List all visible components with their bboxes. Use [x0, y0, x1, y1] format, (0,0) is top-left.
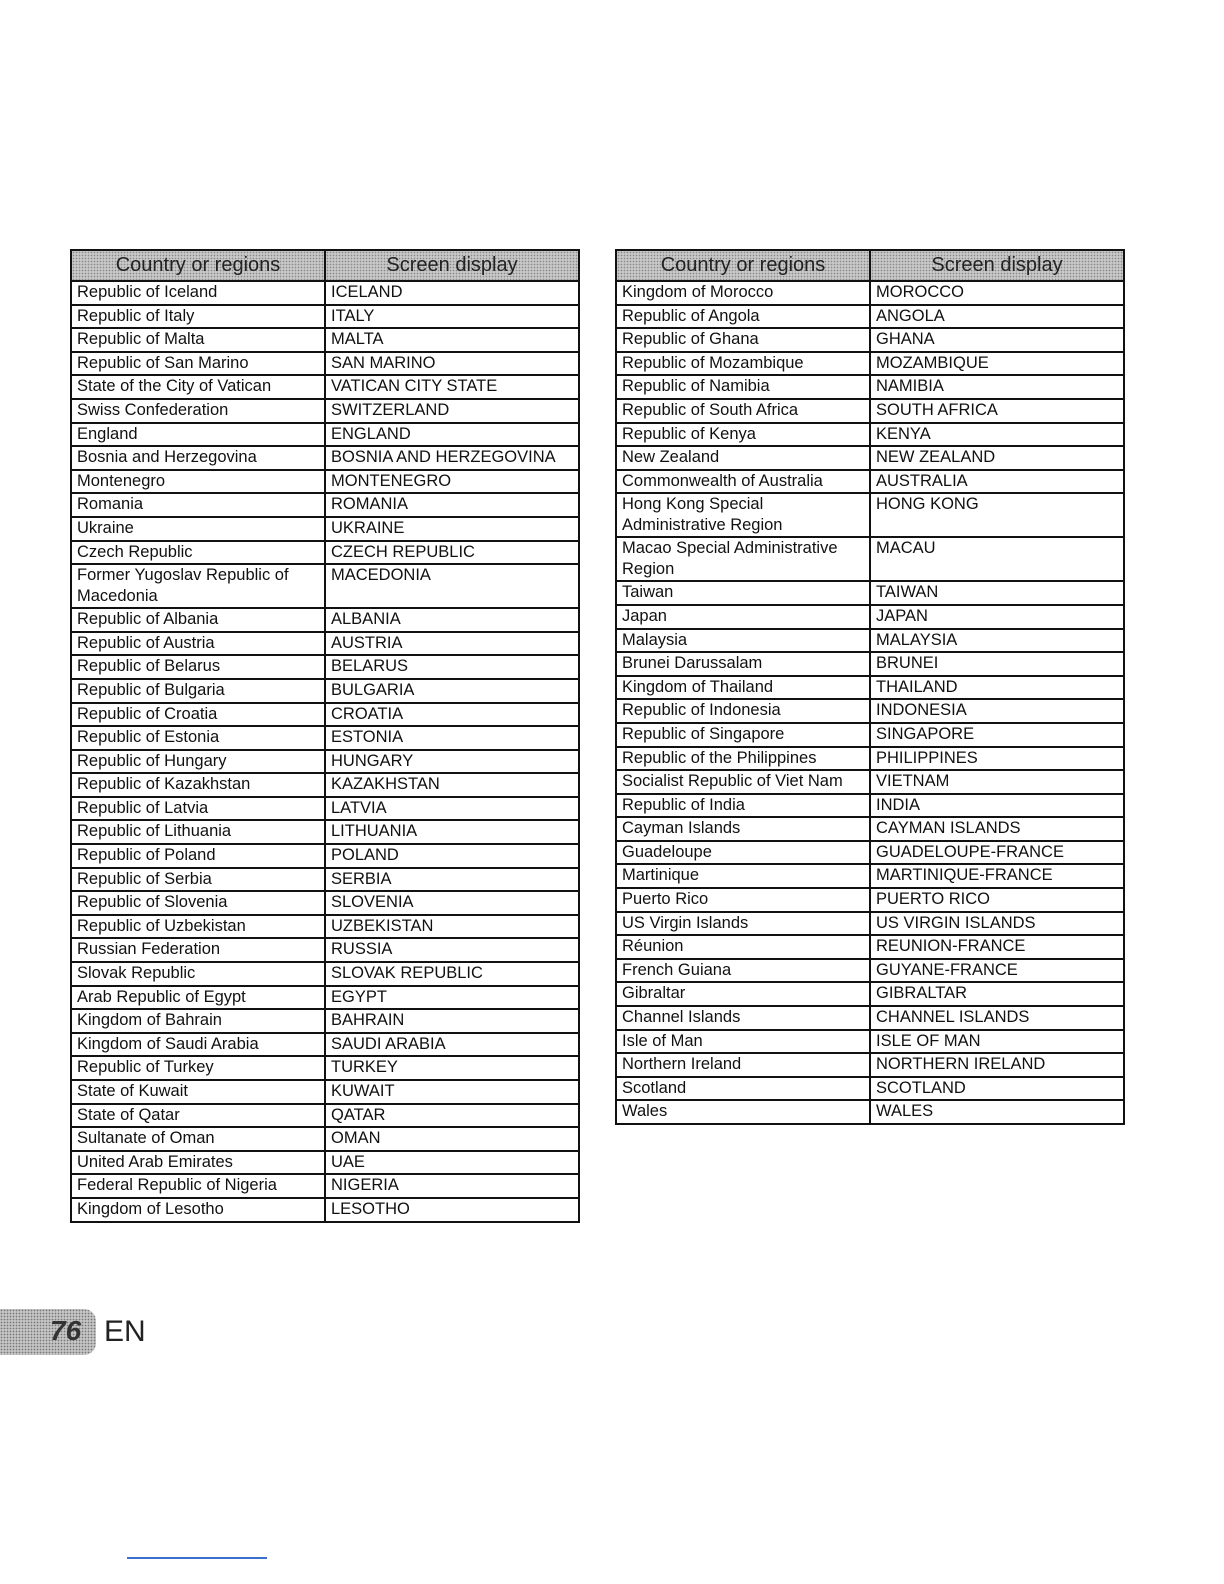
country-cell: Japan	[616, 605, 870, 629]
table-row	[71, 1009, 579, 1033]
screen-display-cell: MOZAMBIQUE	[870, 352, 1124, 376]
country-cell: Republic of Estonia	[71, 726, 325, 750]
screen-display-cell: ALBANIA	[325, 608, 579, 632]
screen-display-cell: GIBRALTAR	[870, 982, 1124, 1006]
table-row	[71, 423, 579, 447]
table-row	[616, 375, 1124, 399]
country-cell: Republic of South Africa	[616, 399, 870, 423]
country-cell: Republic of Indonesia	[616, 699, 870, 723]
country-cell: Republic of Lithuania	[71, 820, 325, 844]
table-row	[71, 541, 579, 565]
screen-display-cell: RUSSIA	[325, 938, 579, 962]
country-cell: United Arab Emirates	[71, 1151, 325, 1175]
country-cell: Channel Islands	[616, 1006, 870, 1030]
table-row	[616, 629, 1124, 653]
table-row	[71, 1127, 579, 1151]
page-footer	[0, 1309, 146, 1355]
country-cell: Wales	[616, 1100, 870, 1124]
country-cell: Former Yugoslav Republic of Macedonia	[71, 564, 325, 608]
country-cell: Russian Federation	[71, 938, 325, 962]
table-row	[71, 703, 579, 727]
country-cell: Republic of Poland	[71, 844, 325, 868]
country-cell: Federal Republic of Nigeria	[71, 1174, 325, 1198]
screen-display-cell: INDONESIA	[870, 699, 1124, 723]
country-cell: Gibraltar	[616, 982, 870, 1006]
footer-rule	[127, 1557, 267, 1559]
table-row	[71, 281, 579, 305]
table-body	[616, 281, 1124, 1124]
country-cell: Brunei Darussalam	[616, 652, 870, 676]
country-cell: Republic of Namibia	[616, 375, 870, 399]
table-row	[71, 1056, 579, 1080]
screen-display-cell: MONTENEGRO	[325, 470, 579, 494]
screen-display-cell: CROATIA	[325, 703, 579, 727]
table-row	[71, 470, 579, 494]
screen-display-cell: NAMIBIA	[870, 375, 1124, 399]
screen-display-cell: GUYANE-FRANCE	[870, 959, 1124, 983]
country-cell: England	[71, 423, 325, 447]
table-row	[616, 770, 1124, 794]
screen-display-cell: PHILIPPINES	[870, 747, 1124, 771]
country-cell: Republic of Iceland	[71, 281, 325, 305]
table-row	[71, 915, 579, 939]
table-row	[71, 352, 579, 376]
table-row	[71, 1174, 579, 1198]
table-row	[616, 794, 1124, 818]
country-cell: Republic of Croatia	[71, 703, 325, 727]
table-row	[616, 982, 1124, 1006]
country-cell: Northern Ireland	[616, 1053, 870, 1077]
screen-display-cell: MOROCCO	[870, 281, 1124, 305]
table-row	[616, 581, 1124, 605]
screen-display-cell: BOSNIA AND HERZEGOVINA	[325, 446, 579, 470]
country-cell: Republic of Austria	[71, 632, 325, 656]
country-cell: Republic of Mozambique	[616, 352, 870, 376]
screen-display-cell: MACEDONIA	[325, 564, 579, 608]
table-row	[616, 446, 1124, 470]
table-row	[616, 328, 1124, 352]
country-cell: Kingdom of Saudi Arabia	[71, 1033, 325, 1057]
country-cell: Kingdom of Morocco	[616, 281, 870, 305]
table-row	[71, 679, 579, 703]
screen-display-cell: JAPAN	[870, 605, 1124, 629]
table-row	[71, 868, 579, 892]
screen-display-cell: SCOTLAND	[870, 1077, 1124, 1101]
country-cell: Republic of Malta	[71, 328, 325, 352]
screen-display-cell: QATAR	[325, 1104, 579, 1128]
table-row	[616, 281, 1124, 305]
screen-display-cell: AUSTRIA	[325, 632, 579, 656]
screen-display-cell: MARTINIQUE-FRANCE	[870, 864, 1124, 888]
table-header-row	[616, 250, 1124, 281]
screen-display-cell: MACAU	[870, 537, 1124, 581]
country-cell: Slovak Republic	[71, 962, 325, 986]
country-cell: Scotland	[616, 1077, 870, 1101]
table-row	[71, 1080, 579, 1104]
country-cell: Republic of Bulgaria	[71, 679, 325, 703]
table-row	[71, 986, 579, 1010]
table-row	[71, 1198, 579, 1222]
screen-display-cell: EGYPT	[325, 986, 579, 1010]
country-cell: Republic of Singapore	[616, 723, 870, 747]
screen-display-cell: GHANA	[870, 328, 1124, 352]
table-row	[616, 1030, 1124, 1054]
table-row	[71, 655, 579, 679]
country-cell: Czech Republic	[71, 541, 325, 565]
screen-display-cell: TURKEY	[325, 1056, 579, 1080]
screen-display-cell: NIGERIA	[325, 1174, 579, 1198]
screen-display-cell: CAYMAN ISLANDS	[870, 817, 1124, 841]
country-cell: Republic of Slovenia	[71, 891, 325, 915]
table-row	[616, 1100, 1124, 1124]
country-cell: Macao Special Administrative Region	[616, 537, 870, 581]
table-row	[616, 352, 1124, 376]
screen-display-cell: POLAND	[325, 844, 579, 868]
country-cell: Montenegro	[71, 470, 325, 494]
table-row	[71, 844, 579, 868]
table-row	[71, 446, 579, 470]
table-header-row	[71, 250, 579, 281]
screen-display-cell: US VIRGIN ISLANDS	[870, 912, 1124, 936]
table-row	[71, 493, 579, 517]
table-row	[71, 564, 579, 608]
country-cell: Socialist Republic of Viet Nam	[616, 770, 870, 794]
screen-display-cell: MALTA	[325, 328, 579, 352]
screen-display-cell: KAZAKHSTAN	[325, 773, 579, 797]
country-cell: State of the City of Vatican	[71, 375, 325, 399]
table-row	[616, 305, 1124, 329]
screen-display-cell: OMAN	[325, 1127, 579, 1151]
screen-display-cell: KUWAIT	[325, 1080, 579, 1104]
screen-display-cell: BRUNEI	[870, 652, 1124, 676]
table-row	[616, 652, 1124, 676]
table-row	[616, 841, 1124, 865]
screen-display-cell: PUERTO RICO	[870, 888, 1124, 912]
country-cell: Isle of Man	[616, 1030, 870, 1054]
country-cell: Republic of Turkey	[71, 1056, 325, 1080]
screen-display-cell: LITHUANIA	[325, 820, 579, 844]
screen-display-cell: MALAYSIA	[870, 629, 1124, 653]
table-row	[71, 305, 579, 329]
screen-display-cell: AUSTRALIA	[870, 470, 1124, 494]
country-cell: Swiss Confederation	[71, 399, 325, 423]
screen-display-cell: SINGAPORE	[870, 723, 1124, 747]
header-screen-display: Screen display	[325, 250, 579, 281]
table-row	[616, 676, 1124, 700]
country-table-right	[615, 249, 1125, 1125]
screen-display-cell: NORTHERN IRELAND	[870, 1053, 1124, 1077]
screen-display-cell: SLOVENIA	[325, 891, 579, 915]
table-row	[71, 820, 579, 844]
country-cell: Kingdom of Lesotho	[71, 1198, 325, 1222]
country-cell: New Zealand	[616, 446, 870, 470]
table-row	[616, 888, 1124, 912]
table-row	[616, 605, 1124, 629]
table-row	[616, 864, 1124, 888]
country-cell: Taiwan	[616, 581, 870, 605]
table-row	[616, 399, 1124, 423]
table-row	[616, 817, 1124, 841]
country-cell: Republic of India	[616, 794, 870, 818]
screen-display-cell: SAN MARINO	[325, 352, 579, 376]
screen-display-cell: REUNION-FRANCE	[870, 935, 1124, 959]
country-cell: Arab Republic of Egypt	[71, 986, 325, 1010]
screen-display-cell: WALES	[870, 1100, 1124, 1124]
country-cell: Sultanate of Oman	[71, 1127, 325, 1151]
table-row	[71, 328, 579, 352]
screen-display-cell: HONG KONG	[870, 493, 1124, 537]
country-cell: Republic of Serbia	[71, 868, 325, 892]
country-cell: French Guiana	[616, 959, 870, 983]
country-cell: Réunion	[616, 935, 870, 959]
table-row	[616, 423, 1124, 447]
screen-display-cell: CZECH REPUBLIC	[325, 541, 579, 565]
screen-display-cell: SWITZERLAND	[325, 399, 579, 423]
header-country: Country or regions	[71, 250, 325, 281]
screen-display-cell: GUADELOUPE-FRANCE	[870, 841, 1124, 865]
screen-display-cell: UZBEKISTAN	[325, 915, 579, 939]
country-cell: Bosnia and Herzegovina	[71, 446, 325, 470]
country-cell: Ukraine	[71, 517, 325, 541]
table-row	[616, 935, 1124, 959]
country-cell: Guadeloupe	[616, 841, 870, 865]
table-row	[71, 891, 579, 915]
country-cell: Malaysia	[616, 629, 870, 653]
screen-display-cell: VATICAN CITY STATE	[325, 375, 579, 399]
screen-display-cell: THAILAND	[870, 676, 1124, 700]
country-cell: Republic of Italy	[71, 305, 325, 329]
screen-display-cell: SERBIA	[325, 868, 579, 892]
screen-display-cell: KENYA	[870, 423, 1124, 447]
country-cell: Kingdom of Thailand	[616, 676, 870, 700]
table-row	[616, 1053, 1124, 1077]
country-cell: Republic of Angola	[616, 305, 870, 329]
country-cell: Commonwealth of Australia	[616, 470, 870, 494]
country-cell: Martinique	[616, 864, 870, 888]
screen-display-cell: SLOVAK REPUBLIC	[325, 962, 579, 986]
country-cell: Republic of Albania	[71, 608, 325, 632]
table-row	[616, 912, 1124, 936]
table-row	[71, 773, 579, 797]
screen-display-cell: ITALY	[325, 305, 579, 329]
table-row	[616, 537, 1124, 581]
table-body	[71, 281, 579, 1222]
screen-display-cell: ANGOLA	[870, 305, 1124, 329]
screen-display-cell: INDIA	[870, 794, 1124, 818]
table-row	[71, 375, 579, 399]
screen-display-cell: SOUTH AFRICA	[870, 399, 1124, 423]
page-number-badge	[0, 1309, 96, 1355]
country-cell: Republic of Latvia	[71, 797, 325, 821]
header-country: Country or regions	[616, 250, 870, 281]
screen-display-cell: TAIWAN	[870, 581, 1124, 605]
screen-display-cell: BAHRAIN	[325, 1009, 579, 1033]
country-cell: Republic of the Philippines	[616, 747, 870, 771]
table-row	[71, 1033, 579, 1057]
country-cell: Republic of Belarus	[71, 655, 325, 679]
table-row	[616, 723, 1124, 747]
country-cell: Hong Kong Special Administrative Region	[616, 493, 870, 537]
screen-display-cell: SAUDI ARABIA	[325, 1033, 579, 1057]
screen-display-cell: BULGARIA	[325, 679, 579, 703]
page-language: EN	[104, 1315, 146, 1348]
screen-display-cell: HUNGARY	[325, 750, 579, 774]
country-cell: US Virgin Islands	[616, 912, 870, 936]
page-number: 76	[50, 1315, 82, 1346]
table-row	[616, 1077, 1124, 1101]
table-row	[616, 493, 1124, 537]
table-row	[71, 797, 579, 821]
country-cell: Republic of Kenya	[616, 423, 870, 447]
screen-display-cell: NEW ZEALAND	[870, 446, 1124, 470]
screen-display-cell: LATVIA	[325, 797, 579, 821]
table-row	[71, 1151, 579, 1175]
screen-display-cell: VIETNAM	[870, 770, 1124, 794]
screen-display-cell: ICELAND	[325, 281, 579, 305]
country-cell: Kingdom of Bahrain	[71, 1009, 325, 1033]
table-row	[71, 517, 579, 541]
screen-display-cell: ENGLAND	[325, 423, 579, 447]
table-row	[71, 632, 579, 656]
country-cell: Republic of Ghana	[616, 328, 870, 352]
table-row	[71, 399, 579, 423]
country-cell: Republic of Hungary	[71, 750, 325, 774]
screen-display-cell: LESOTHO	[325, 1198, 579, 1222]
country-cell: Republic of Kazakhstan	[71, 773, 325, 797]
screen-display-cell: UKRAINE	[325, 517, 579, 541]
table-row	[71, 608, 579, 632]
table-row	[616, 1006, 1124, 1030]
table-row	[616, 699, 1124, 723]
country-cell: Republic of San Marino	[71, 352, 325, 376]
country-cell: Republic of Uzbekistan	[71, 915, 325, 939]
screen-display-cell: UAE	[325, 1151, 579, 1175]
table-row	[616, 470, 1124, 494]
table-row	[616, 747, 1124, 771]
country-cell: Cayman Islands	[616, 817, 870, 841]
screen-display-cell: ROMANIA	[325, 493, 579, 517]
screen-display-cell: ISLE OF MAN	[870, 1030, 1124, 1054]
table-row	[616, 959, 1124, 983]
table-row	[71, 938, 579, 962]
country-cell: State of Kuwait	[71, 1080, 325, 1104]
table-row	[71, 1104, 579, 1128]
country-cell: State of Qatar	[71, 1104, 325, 1128]
country-table-left	[70, 249, 580, 1223]
header-screen-display: Screen display	[870, 250, 1124, 281]
screen-display-cell: ESTONIA	[325, 726, 579, 750]
country-cell: Romania	[71, 493, 325, 517]
country-cell: Puerto Rico	[616, 888, 870, 912]
table-row	[71, 962, 579, 986]
screen-display-cell: CHANNEL ISLANDS	[870, 1006, 1124, 1030]
table-row	[71, 726, 579, 750]
screen-display-cell: BELARUS	[325, 655, 579, 679]
table-row	[71, 750, 579, 774]
